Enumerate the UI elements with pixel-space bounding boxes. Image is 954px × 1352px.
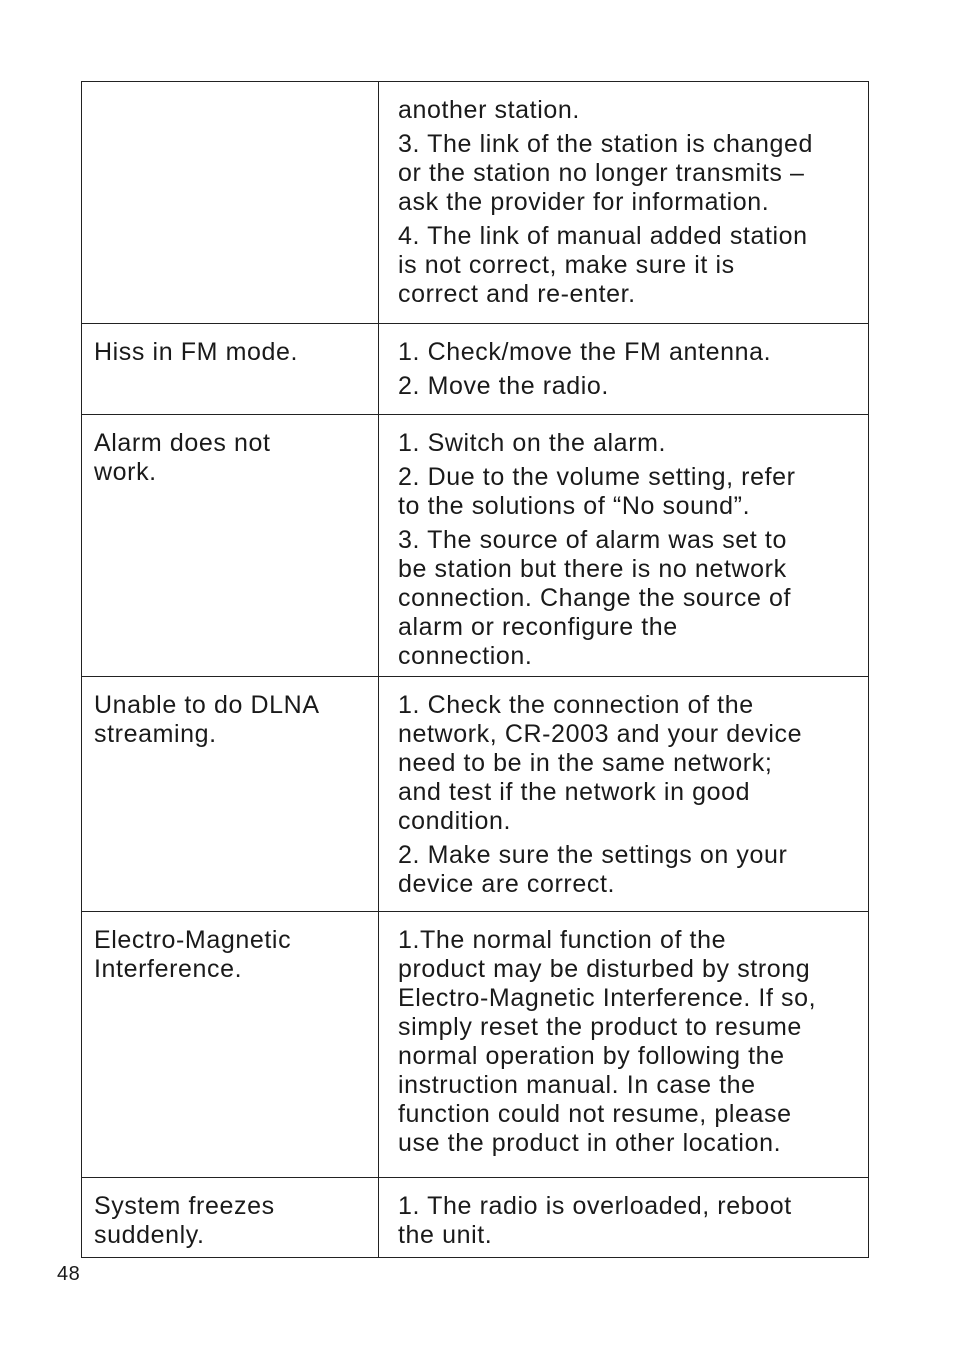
table-row: [82, 912, 869, 1178]
table-row: [82, 324, 869, 415]
problem-cell: [82, 1178, 379, 1258]
problem-text: Electro-Magnetic Interference.: [94, 926, 292, 983]
solution-step: 3. The link of the station is changed or the station no longer transmits – ask the provider for information.: [398, 130, 814, 216]
solution-step: 1. The radio is overloaded, reboot the unit.: [398, 1192, 792, 1249]
problem-text: Alarm does not work.: [94, 429, 271, 486]
problem-text: Unable to do DLNA streaming.: [94, 691, 320, 748]
solution-step: 1.The normal function of the product may be disturbed by strong Electro-Magnetic Interference. If so, simply reset the product to resume normal operation by following the instruction manual. In case the function could not resume, please use the product in other location.: [398, 926, 817, 1157]
table-row: [82, 82, 869, 324]
solution-step: 2. Due to the volume setting, refer to the solutions of “No sound”.: [398, 463, 796, 520]
solution-cell: [379, 82, 869, 324]
problem-cell: [82, 415, 379, 677]
problem-cell: [82, 912, 379, 1178]
table-row: [82, 415, 869, 677]
solution-cell: [379, 1178, 869, 1258]
solution-step: 1. Check/move the FM antenna.: [398, 338, 772, 366]
problem-cell: [82, 677, 379, 912]
solution-step: 2. Move the radio.: [398, 372, 609, 400]
solution-cell: [379, 324, 869, 415]
solution-step: 1. Check the connection of the network, CR-2003 and your device need to be in the same network; and test if the network in good condition.: [398, 691, 803, 835]
solution-cell: [379, 912, 869, 1178]
problem-cell: [82, 82, 379, 324]
solution-step: 1. Switch on the alarm.: [398, 429, 667, 457]
solution-cell: [379, 415, 869, 677]
solution-step: 4. The link of manual added station is not correct, make sure it is correct and re-enter.: [398, 222, 808, 308]
troubleshooting-table: [81, 81, 869, 1258]
problem-cell: [82, 324, 379, 415]
table-row: [82, 1178, 869, 1258]
solution-step: 3. The source of alarm was set to be station but there is no network connection. Change the source of alarm or reconfigure the connection.: [398, 526, 792, 670]
problem-text: System freezes suddenly.: [94, 1192, 275, 1249]
problem-text: Hiss in FM mode.: [94, 338, 299, 366]
solution-step: 2. Make sure the settings on your device are correct.: [398, 841, 788, 898]
table-row: [82, 677, 869, 912]
solution-cell: [379, 677, 869, 912]
solution-step: another station.: [398, 96, 580, 124]
page-number: 48: [57, 1263, 81, 1285]
